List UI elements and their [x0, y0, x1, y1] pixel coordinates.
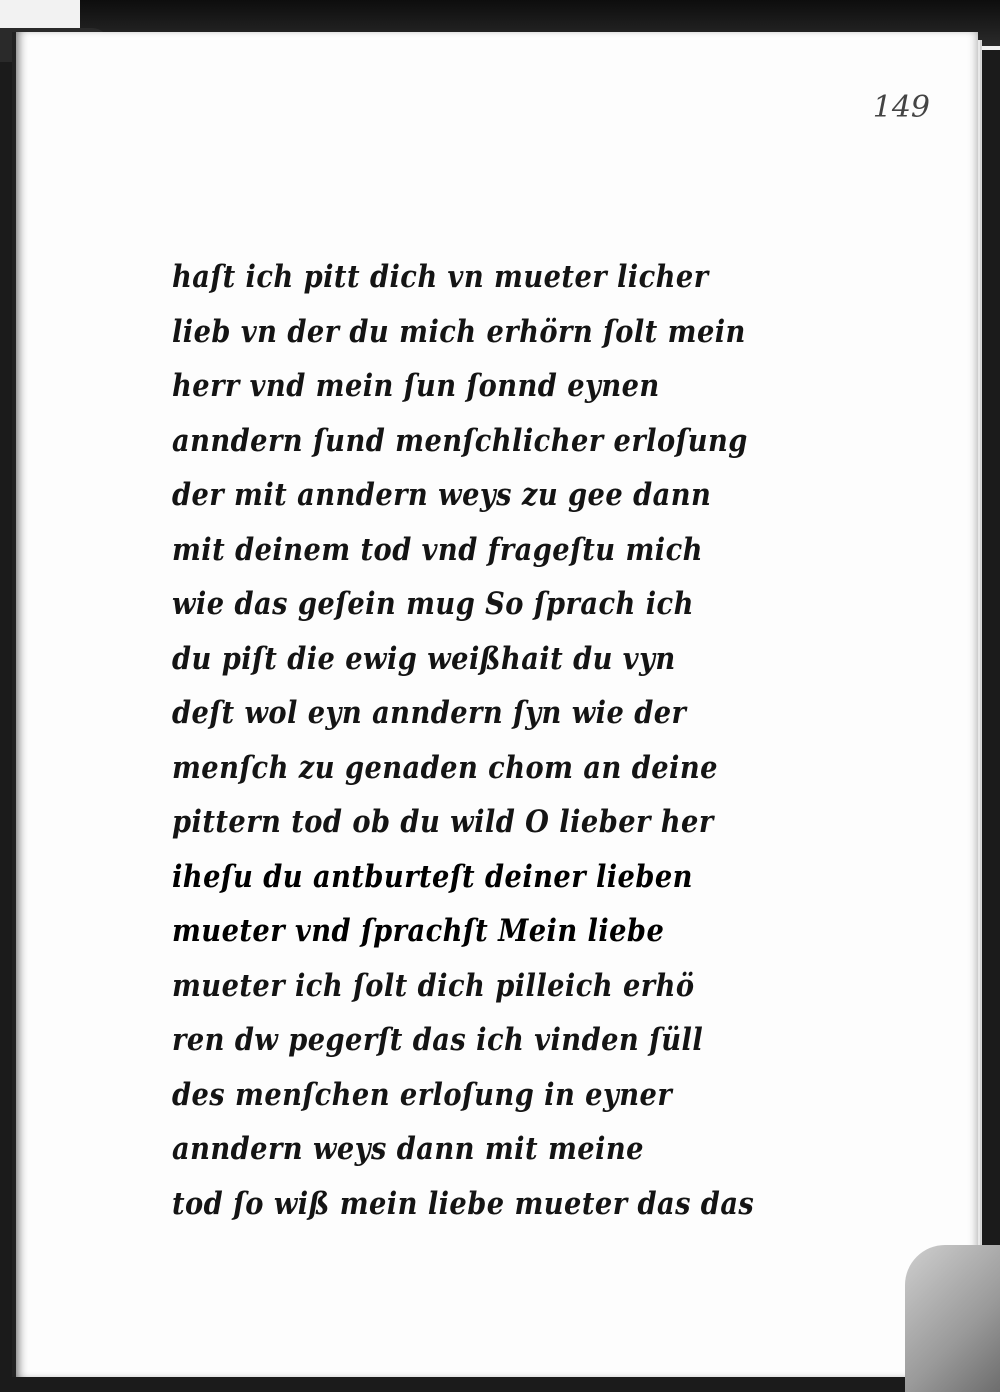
text-line: wie das geſein mug So ſprach ich	[172, 586, 694, 622]
text-line: iheſu du antburteſt deiner lieben	[172, 858, 693, 895]
text-line: mueter ich ſolt dich pilleich erhö	[172, 967, 695, 1004]
text-line: herr vnd mein ſun ſonnd eynen	[172, 368, 660, 404]
text-line: der mit anndern weys zu gee dann	[172, 477, 712, 513]
text-line: pittern tod ob du wild O lieber her	[172, 804, 714, 840]
text-line: mit deinem tod vnd frageſtu mich	[172, 531, 703, 568]
text-line: des menſchen erloſung in eyner	[172, 1076, 673, 1113]
folio-number: 149	[872, 90, 930, 125]
text-line: du piſt die ewig weißhait du vyn	[172, 640, 676, 677]
text-line: menſch zu genaden chom an deine	[172, 749, 718, 786]
text-line: ren dw pegerſt das ich vinden ſüll	[172, 1022, 704, 1058]
text-line: anndern weys dann mit meine	[172, 1131, 644, 1167]
page-corner-fold	[905, 1245, 1000, 1392]
text-line: tod ſo wiß mein liebe mueter das das	[172, 1185, 755, 1222]
text-line: haſt ich pitt dich vn mueter licher	[172, 259, 709, 295]
text-line: deſt wol eyn anndern ſyn wie der	[172, 695, 687, 731]
text-block	[172, 250, 852, 1231]
text-line: lieb vn der du mich erhörn ſolt mein	[172, 313, 746, 350]
text-line: anndern ſund menſchlicher erloſung	[172, 422, 748, 459]
manuscript-page	[12, 32, 978, 1377]
text-line: mueter vnd ſprachſt Mein liebe	[172, 913, 665, 949]
